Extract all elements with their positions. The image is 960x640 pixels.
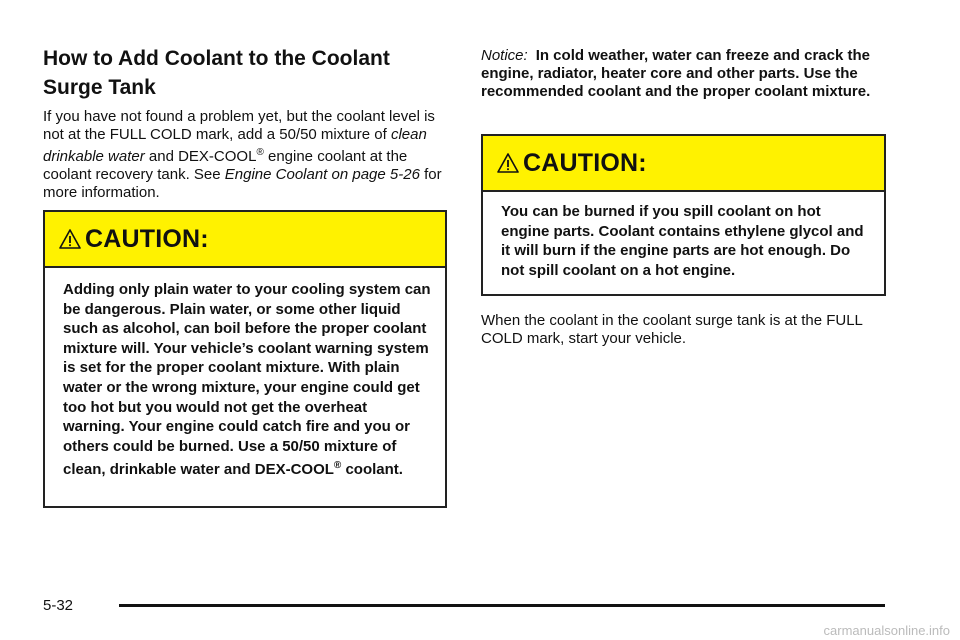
page-number: 5-32 [43,597,74,614]
closing-paragraph: When the coolant in the coolant surge tank is at the FULL COLD mark, start your vehicle. [481,312,863,347]
registered-mark: ® [333,460,342,472]
caution-body-right: You can be burned if you spill coolant on hot engine parts. Coolant contains ethylene glycol and it will burn if the engine parts are hot enough. Do not spill coolant on a hot engine. [501,203,864,279]
caution-box-right [481,134,886,296]
engine-coolant-link[interactable]: Engine Coolant on page 5-26 [224,166,420,183]
caution-heading-right: CAUTION: [523,148,647,177]
warning-triangle-icon [497,152,519,174]
caution-header-right [483,136,884,192]
intro-italic-1: clean drinkable water [43,126,427,165]
intro-text-4: for more information. [43,166,442,201]
watermark: carmanualsonline.info [823,623,950,638]
caution-text-left-end: coolant. [341,461,403,479]
footer-rule [119,604,885,607]
notice-label: Notice: [481,47,528,64]
registered-mark: ® [256,147,264,158]
notice-text: In cold weather, water can freeze and crack the engine, radiator, heater core and other parts. Use the recommended coolant and the proper coolant mixture. [481,47,871,100]
intro-text-1: If you have not found a problem yet, but the coolant level is not at the FULL COLD mark, add a 50/50 mixture of [43,108,435,143]
intro-paragraph [43,108,453,202]
caution-box-left [43,210,447,508]
intro-text-3: engine coolant at the coolant recovery tank. See [43,148,408,183]
caution-body-left [45,268,445,480]
intro-text-2: and DEX-COOL [144,148,257,165]
warning-triangle-icon [59,228,81,250]
page-title: How to Add Coolant to the Coolant Surge Tank [43,47,390,99]
caution-heading-left: CAUTION: [85,224,209,253]
caution-header-left [45,212,445,268]
caution-text-left: Adding only plain water to your cooling system can be dangerous. Plain water, or some other liquid such as alcohol, can boil before the proper coolant mixture will. Your vehicle’s coolant warning system is set for the proper coolant mixture. With plain water or the wrong mixture, your engine could get too hot but you would not get the overheat warning. Your engine could catch fire and you or others could be burned. Use a 50/50 mixture of clean, drinkable water and DEX-COOL [63,281,431,479]
notice-paragraph [481,47,891,101]
